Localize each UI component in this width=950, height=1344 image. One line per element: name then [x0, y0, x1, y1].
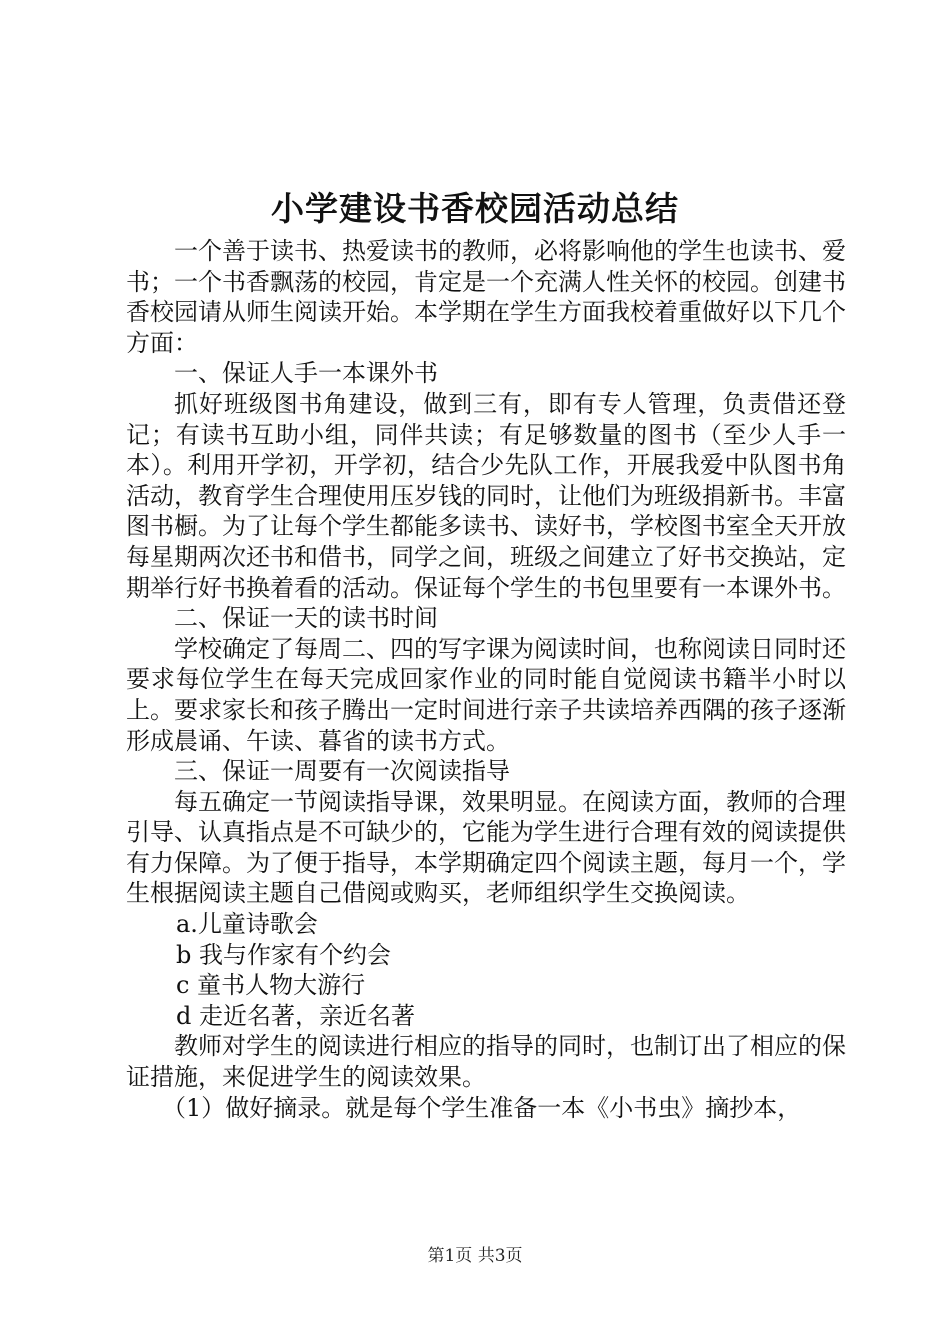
section-heading-3: 三、保证一周要有一次阅读指导 [174, 757, 510, 786]
page-footer: 第1页 共3页 [427, 1246, 523, 1266]
measures-paragraph: 教师对学生的阅读进行相应的指导的同时，也制订出了相应的保证措施，来促进学生的阅读效果。 [126, 1032, 846, 1092]
topic-item: c 童书人物大游行 [176, 971, 366, 1000]
section-1-paragraph: 抓好班级图书角建设，做到三有，即有专人管理，负责借还登记；有读书互助小组，同伴共读；有足够数量的图书（至少人手一本）。利用开学初，开学初，结合少先队工作，开展我爱中队图书角活动，教育学生合理使用压岁钱的同时，让他们为班级捐新书。丰富图书橱。为了让每个学生都能多读书、读好书，学校图书室全天开放每星期两次还书和借书，同学之间，班级之间建立了好书交换站，定期举行好书换着看的活动。保证每个学生的书包里要有一本课外书。 [126, 389, 846, 602]
section-2-paragraph: 学校确定了每周二、四的写字课为阅读时间，也称阅读日同时还要求每位学生在每天完成回家作业的同时能自觉阅读书籍半小时以上。要求家长和孩子腾出一定时间进行亲子共读培养西隅的孩子逐渐形成晨诵、午读、暮省的读书方式。 [126, 634, 846, 755]
section-3-paragraph: 每五确定一节阅读指导课，效果明显。在阅读方面，教师的合理引导、认真指点是不可缺少的，它能为学生进行合理有效的阅读提供有力保障。为了便于指导，本学期确定四个阅读主题，每月一个，学生根据阅读主题自己借阅或购买，老师组织学生交换阅读。 [126, 787, 846, 908]
section-heading-2: 二、保证一天的读书时间 [174, 604, 438, 633]
topic-item: b 我与作家有个约会 [176, 940, 391, 969]
section-heading-1: 一、保证人手一本课外书 [174, 359, 438, 388]
topic-item: a.儿童诗歌会 [176, 910, 318, 939]
measure-item-1: （1）做好摘录。就是每个学生准备一本《小书虫》摘抄本， [162, 1093, 802, 1122]
document-body [126, 236, 846, 1123]
intro-paragraph: 一个善于读书、热爱读书的教师，必将影响他的学生也读书、爱书；一个书香飘荡的校园，肯定是一个充满人性关怀的校园。创建书香校园请从师生阅读开始。本学期在学生方面我校着重做好以下几个方面： [126, 237, 846, 357]
topic-item: d 走近名著，亲近名著 [176, 1001, 415, 1030]
document-title: 小学建设书香校园活动总结 [271, 189, 679, 228]
